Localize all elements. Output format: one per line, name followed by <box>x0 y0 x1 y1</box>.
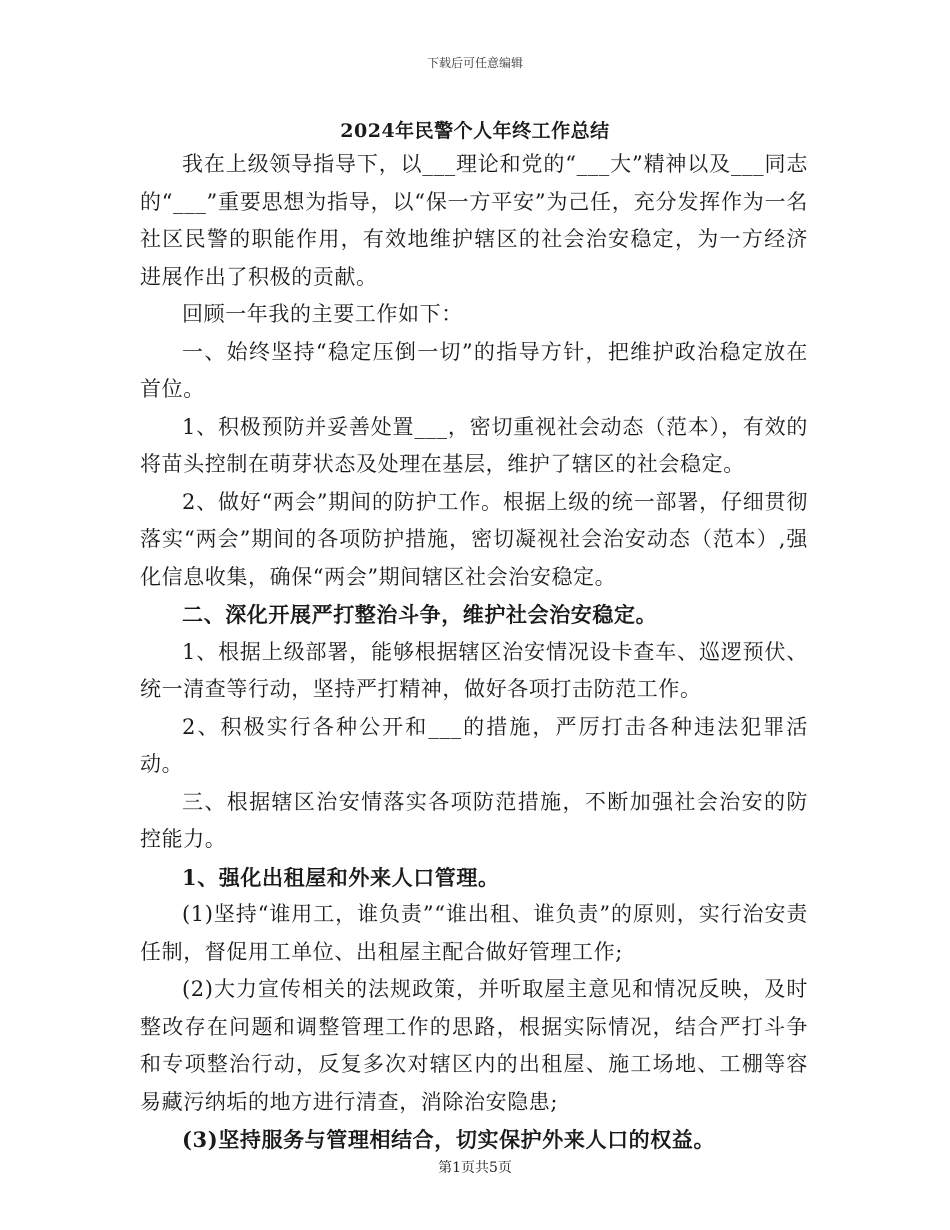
section-heading-3: 三、根据辖区治安情落实各项防范措施，不断加强社会治安的防控能力。 <box>140 789 808 851</box>
subsection-heading: 1、强化出租屋和外来人口管理。 <box>182 864 500 890</box>
document-title: 2024年民警个人年终工作总结 <box>340 120 610 142</box>
document-body <box>140 146 808 1159</box>
paragraph-item: 1、积极预防并妥善处置___，密切重视社会动态（范本），有效的将苗头控制在萌芽状态及处理在基层，维护了辖区的社会稳定。 <box>140 414 808 476</box>
section-heading-2: 二、深化开展严打整治斗争，维护社会治安稳定。 <box>182 602 658 627</box>
page-footer: 第1页共5页 <box>438 1160 512 1176</box>
paragraph-item: 2、做好“两会”期间的防护工作。根据上级的统一部署，仔细贯彻落实“两会”期间的各项防护措施，密切凝视社会治安动态（范本）,强化信息收集，确保“两会”期间辖区社会治安稳定。 <box>140 489 808 589</box>
header-note: 下载后可任意编辑 <box>426 56 523 70</box>
paragraph-item: (2)大力宣传相关的法规政策，并听取屋主意见和情况反映，及时整改存在问题和调整管理工作的思路，根据实际情况，结合严打斗争和专项整治行动，反复多次对辖区内的出租屋、施工场地、工棚等容易藏污纳垢的地方进行清查，消除治安隐患; <box>140 977 808 1114</box>
paragraph-item: 1、根据上级部署，能够根据辖区治安情况设卡查车、巡逻预伏、统一清查等行动，坚持严打精神，做好各项打击防范工作。 <box>140 639 808 701</box>
paragraph-item: (1)坚持“谁用工，谁负责”“谁出租、谁负责”的原则，实行治安责任制，督促用工单位、出租屋主配合做好管理工作; <box>140 902 808 964</box>
section-heading-1: 一、始终坚持“稳定压倒一切”的指导方针，把维护政治稳定放在首位。 <box>140 339 808 401</box>
paragraph-intro: 我在上级领导指导下，以___理论和党的“___大”精神以及___同志的“___”重要思想为指导，以“保一方平安”为己任，充分发挥作为一名社区民警的职能作用，有效地维护辖区的社会治安稳定，为一方经济进展作出了积极的贡献。 <box>140 152 808 289</box>
paragraph-review: 回顾一年我的主要工作如下： <box>182 302 463 326</box>
paragraph-item-bold: (3)坚持服务与管理相结合，切实保护外来人口的权益。 <box>182 1127 716 1152</box>
paragraph-item: 2、积极实行各种公开和___的措施，严厉打击各种违法犯罪活动。 <box>140 714 808 776</box>
